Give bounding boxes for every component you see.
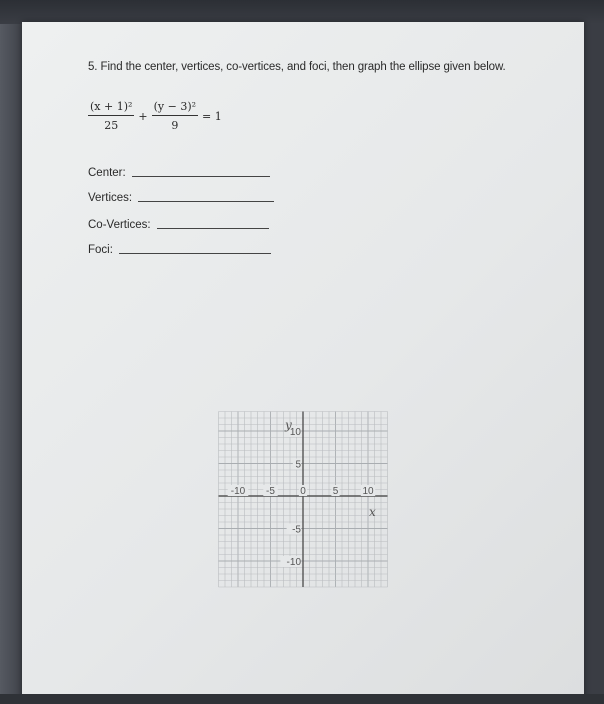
y-tick-label: 10 [289, 427, 301, 438]
foci-label: Foci: [88, 244, 113, 256]
y-tick-label: 5 [295, 459, 301, 471]
x-tick-label: -5 [266, 486, 275, 497]
fraction-y-term [152, 100, 198, 132]
background-bottom [0, 694, 604, 704]
vertices-answer-line[interactable] [138, 201, 274, 202]
equation-rhs: = 1 [202, 109, 222, 123]
fraction-x-term [88, 100, 134, 132]
x-tick-label: 10 [362, 486, 374, 497]
problem-statement [88, 58, 508, 76]
x-axis-label: x [369, 505, 376, 519]
y-tick-label: -10 [286, 557, 301, 568]
center-label: Center: [88, 167, 126, 179]
co-vertices-label: Co-Vertices: [88, 219, 151, 231]
foci-field [88, 244, 271, 256]
background-top [0, 0, 604, 24]
fraction-y-denominator: 9 [171, 119, 179, 132]
background-left-edge [0, 24, 22, 704]
fraction-x-numerator: (x + 1)² [88, 100, 134, 116]
co-vertices-field [88, 219, 269, 231]
x-tick-label: 5 [332, 486, 339, 497]
plus-sign: + [138, 109, 148, 123]
vertices-label: Vertices: [88, 192, 133, 204]
vertices-field [88, 192, 274, 204]
problem-number: 5. [88, 61, 98, 73]
center-answer-line[interactable] [132, 176, 270, 177]
x-tick-label: 0 [300, 486, 306, 497]
foci-answer-line[interactable] [119, 253, 271, 254]
y-axis-label: y [285, 418, 292, 432]
center-field [88, 167, 270, 179]
co-vertices-answer-line[interactable] [157, 228, 269, 229]
fraction-y-numerator: (y − 3)² [152, 100, 198, 116]
fraction-x-denominator: 25 [104, 119, 119, 132]
ellipse-equation [88, 96, 226, 136]
problem-text: Find the center, vertices, co-vertices, and foci, then graph the ellipse given below. [100, 61, 506, 73]
x-tick-label: -10 [230, 486, 246, 497]
coordinate-grid[interactable] [153, 336, 463, 640]
tick-labels [228, 426, 376, 568]
y-tick-label: -5 [292, 524, 301, 536]
